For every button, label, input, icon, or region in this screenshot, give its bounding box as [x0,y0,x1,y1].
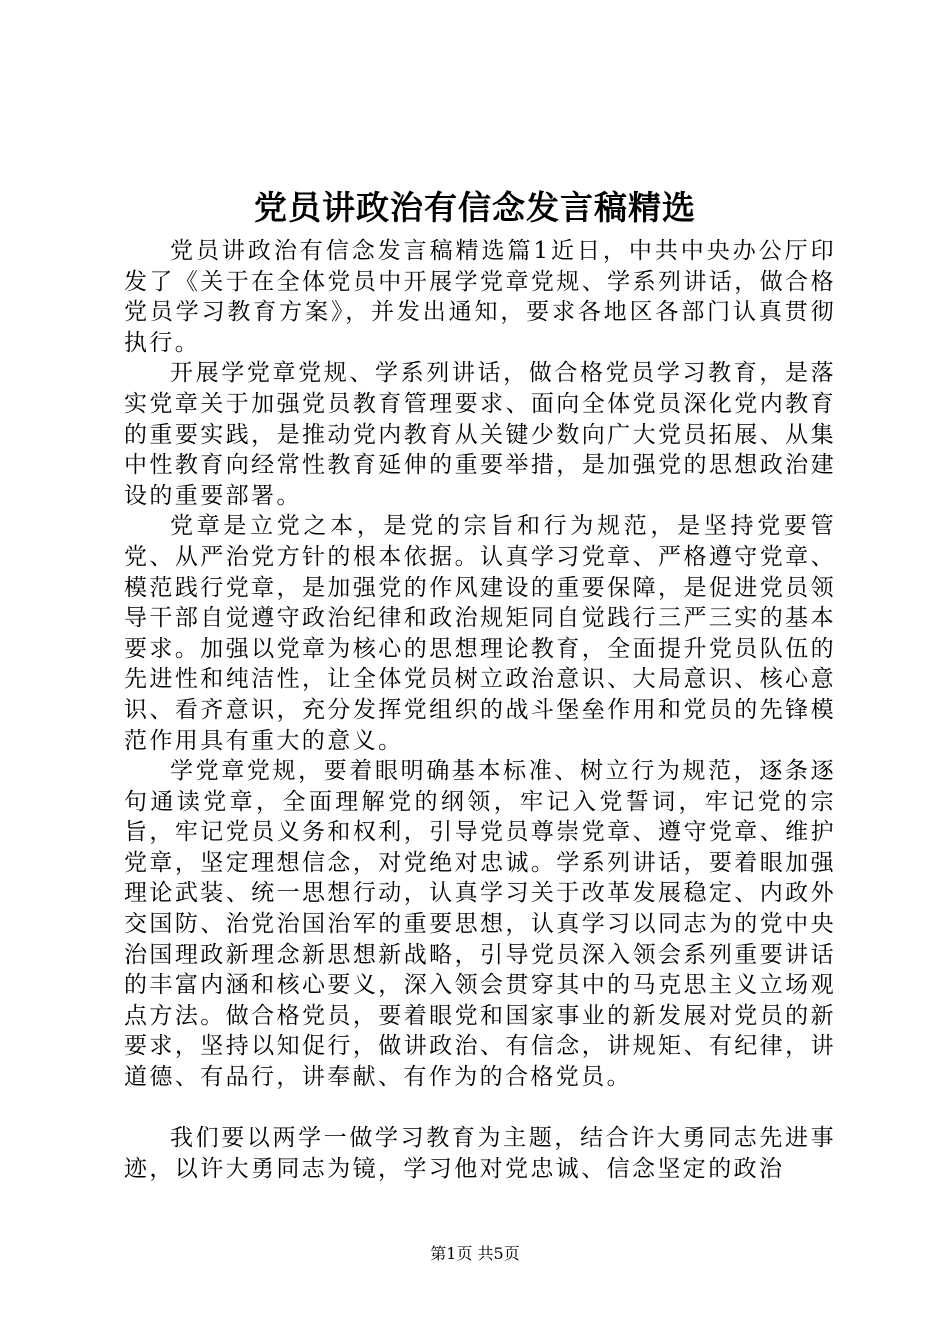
document-body [124,236,836,1184]
paragraph-spacer [124,1093,836,1124]
document-title: 党员讲政治有信念发言稿精选 [254,188,696,227]
paragraph-5: 我们要以两学一做学习教育为主题，结合许大勇同志先进事迹，以许大勇同志为镜，学习他对党忠诚、信念坚定的政治 [124,1125,836,1182]
page-footer: 第1页 共5页 [430,1244,520,1263]
paragraph-1: 党员讲政治有信念发言稿精选篇1近日，中共中央办公厅印发了《关于在全体党员中开展学党章党规、学系列讲话，做合格党员学习教育方案》，并发出通知，要求各地区各部门认真贯彻执行。 [124,238,836,356]
paragraph-3: 党章是立党之本，是党的宗旨和行为规范，是坚持党要管党、从严治党方针的根本依据。认真学习党章、严格遵守党章、模范践行党章，是加强党的作风建设的重要保障，是促进党员领导干部自觉遵守政治纪律和政治规矩同自觉践行三严三实的基本要求。加强以党章为核心的思想理论教育，全面提升党员队伍的先进性和纯洁性，让全体党员树立政治意识、大局意识、核心意识、看齐意识，充分发挥党组织的战斗堡垒作用和党员的先锋模范作用具有重大的意义。 [124,513,836,754]
paragraph-2: 开展学党章党规、学系列讲话，做合格党员学习教育，是落实党章关于加强党员教育管理要求、面向全体党员深化党内教育的重要实践，是推动党内教育从关键少数向广大党员拓展、从集中性教育向经常性教育延伸的重要举措，是加强党的思想政治建设的重要部署。 [124,360,836,509]
paragraph-4: 学党章党规，要着眼明确基本标准、树立行为规范，逐条逐句通读党章，全面理解党的纲领，牢记入党誓词，牢记党的宗旨，牢记党员义务和权利，引导党员尊崇党章、遵守党章、维护党章，坚定理想信念，对党绝对忠诚。学系列讲话，要着眼加强理论武装、统一思想行动，认真学习关于改革发展稳定、内政外交国防、治党治国治军的重要思想，认真学习以同志为的党中央治国理政新理念新思想新战略，引导党员深入领会系列重要讲话的丰富内涵和核心要义，深入领会贯穿其中的马克思主义立场观点方法。做合格党员，要着眼党和国家事业的新发展对党员的新要求，坚持以知促行，做讲政治、有信念，讲规矩、有纪律，讲道德、有品行，讲奉献、有作为的合格党员。 [124,758,836,1091]
